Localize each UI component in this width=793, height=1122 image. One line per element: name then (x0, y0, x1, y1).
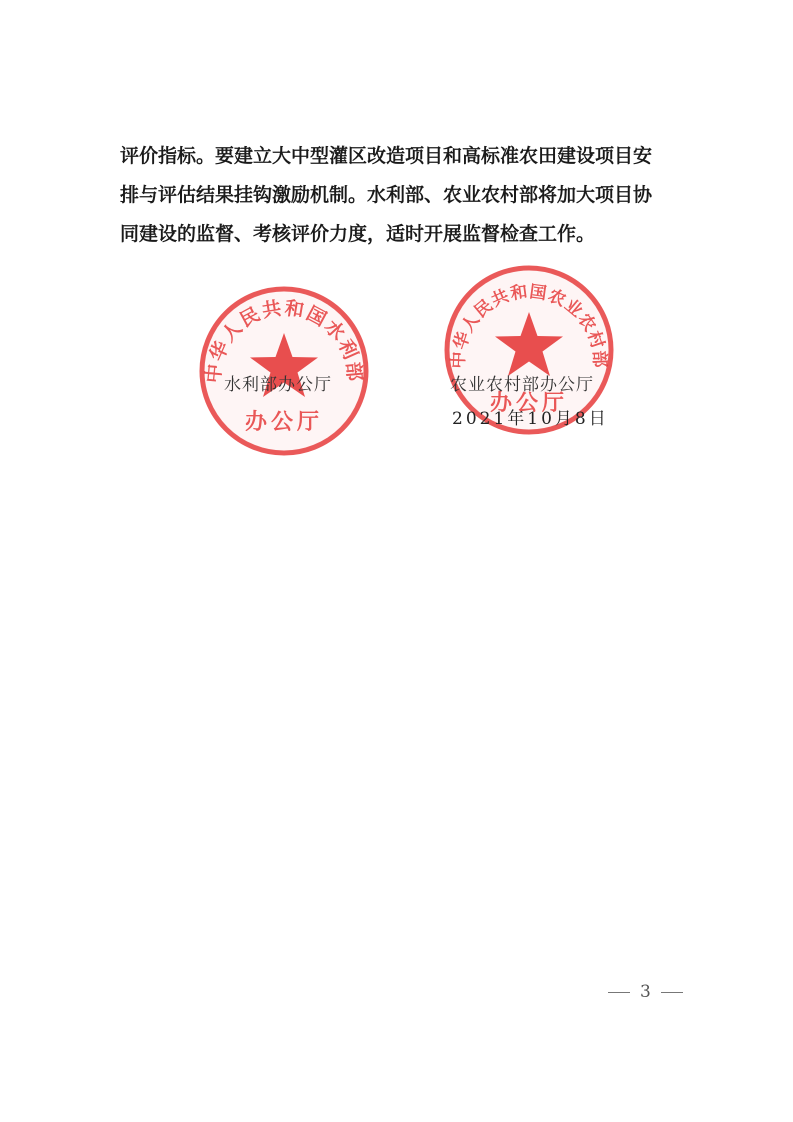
paragraph-line-3: 同建设的监督、考核评价力度，适时开展监督检查工作。 (120, 223, 596, 245)
page-number-left-dash (608, 992, 630, 993)
page-number-value: 3 (640, 982, 651, 1002)
page-number-right-dash (661, 992, 683, 993)
svg-text:中华人民共和国水利部: 中华人民共和国水利部 (202, 297, 366, 384)
svg-text:中华人民共和国农业农村部: 中华人民共和国农业农村部 (448, 282, 610, 369)
svg-text:办公厅: 办公厅 (244, 410, 324, 435)
signature-agriculture-ministry: 农业农村部办公厅 (450, 375, 594, 395)
signature-date: 2021年10月8日 (452, 409, 609, 429)
page-number (608, 982, 683, 1002)
body-paragraph (120, 137, 700, 254)
signature-water-ministry: 水利部办公厅 (224, 375, 332, 395)
paragraph-line-2: 排与评估结果挂钩激励机制。水利部、农业农村部将加大项目协 (120, 184, 653, 206)
svg-text:办公厅: 办公厅 (489, 391, 569, 416)
paragraph-line-1: 评价指标。要建立大中型灌区改造项目和高标准农田建设项目安 (120, 145, 653, 167)
